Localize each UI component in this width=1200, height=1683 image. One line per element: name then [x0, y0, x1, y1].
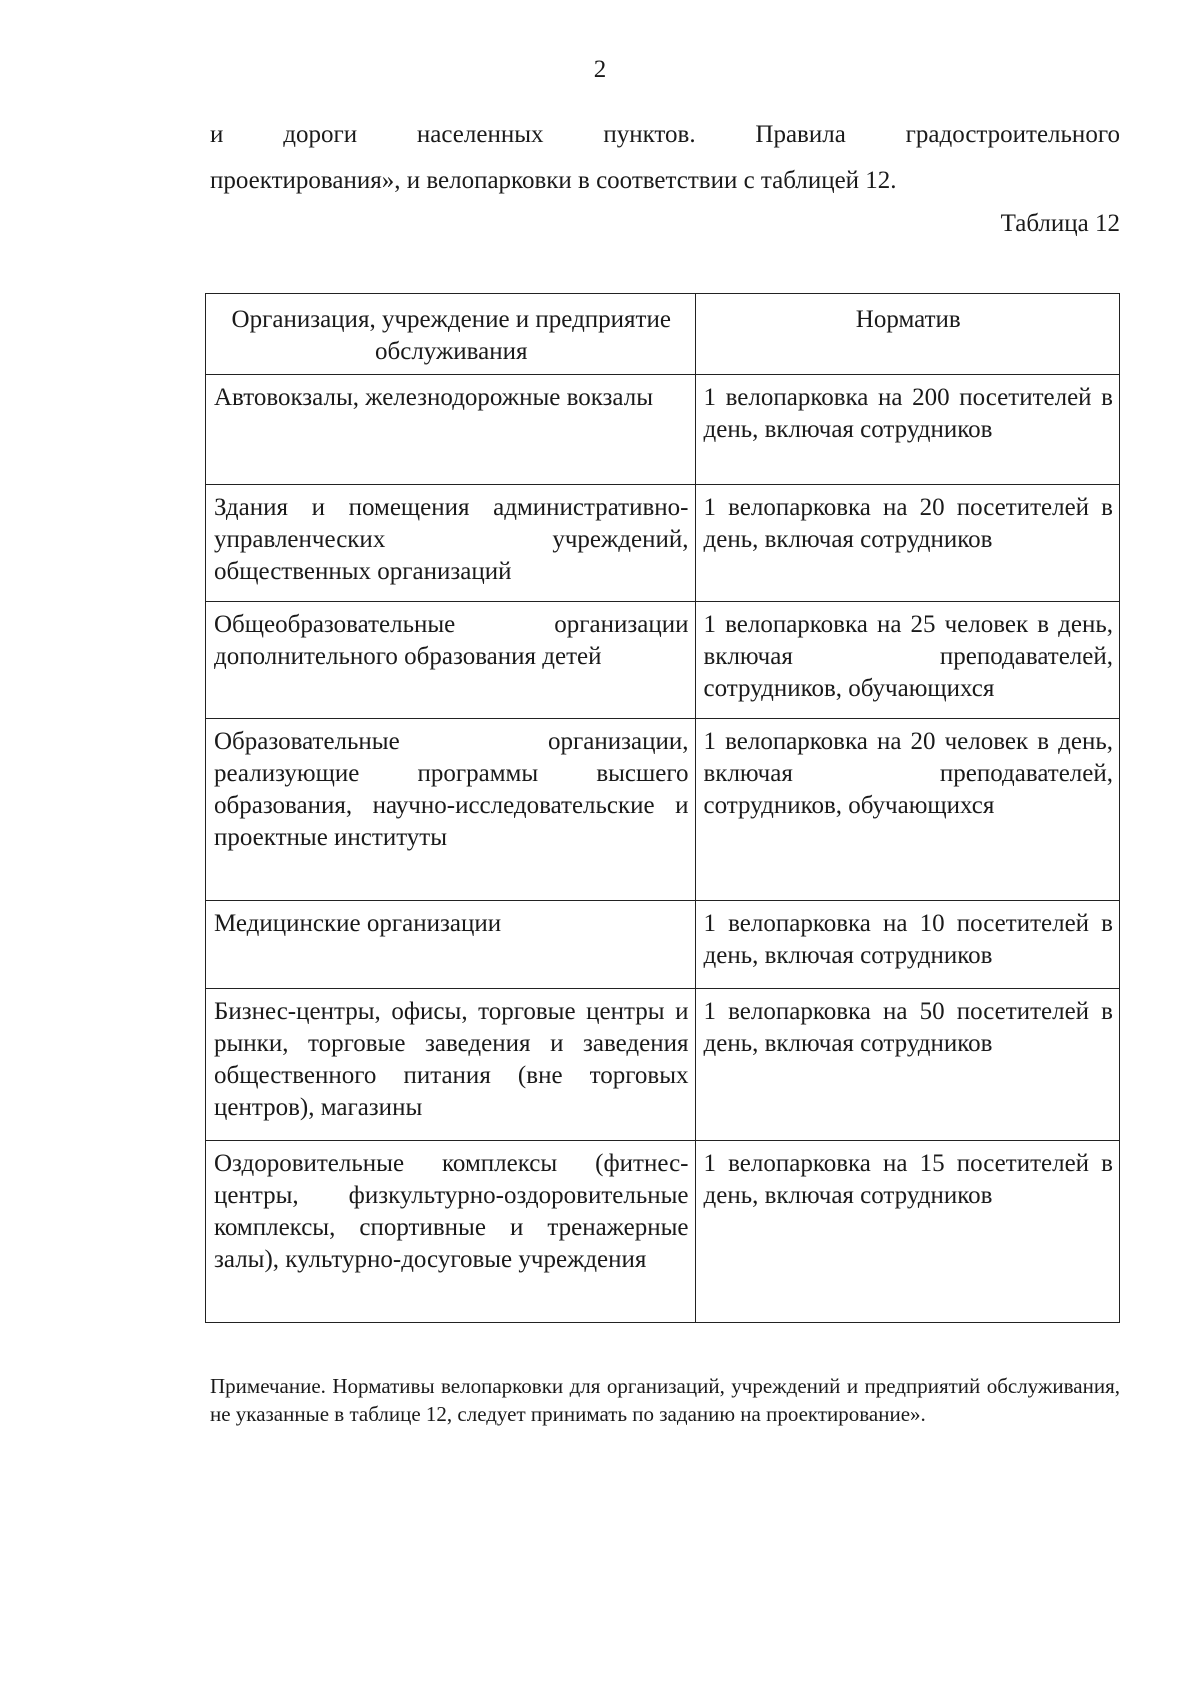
cell-norm: 1 велопарковка на 50 посетителей в день, включая сотрудников [695, 989, 1120, 1141]
table-row [206, 375, 1120, 485]
intro-line-2: проектирования», и велопарковки в соответствии с таблицей 12. [210, 167, 897, 194]
table-row [206, 719, 1120, 901]
page-number: 2 [593, 56, 607, 83]
header-norm: Норматив [695, 294, 1120, 375]
cell-norm: 1 велопарковка на 25 человек в день, включая преподавателей, сотрудников, обучающихся [695, 602, 1120, 719]
cell-norm: 1 велопарковка на 15 посетителей в день, включая сотрудников [695, 1141, 1120, 1323]
table-header-row [206, 294, 1120, 375]
intro-word: Правила [755, 121, 846, 148]
cell-norm: 1 велопарковка на 200 посетителей в день, включая сотрудников [695, 375, 1120, 485]
table-row [206, 901, 1120, 989]
intro-line-1 [210, 112, 1120, 158]
table-row [206, 602, 1120, 719]
cell-organization: Автовокзалы, железнодорожные вокзалы [206, 375, 696, 485]
cell-organization: Бизнес-центры, офисы, торговые центры и рынки, торговые заведения и заведения общественного питания (вне торговых центров), магазины [206, 989, 696, 1141]
intro-word: населенных [416, 121, 544, 148]
intro-word: градостроительного [905, 121, 1120, 148]
table-row [206, 485, 1120, 602]
intro-word: пунктов. [603, 121, 696, 148]
table-note: Примечание. Нормативы велопарковки для организаций, учреждений и предприятий обслуживания, не указанные в таблице 12, следует принимать по заданию на проектирование». [210, 1374, 1120, 1426]
norms-table [205, 293, 1120, 1323]
intro-word: и [210, 121, 224, 148]
table-caption: Таблица 12 [1000, 210, 1120, 237]
cell-norm: 1 велопарковка на 20 посетителей в день, включая сотрудников [695, 485, 1120, 602]
cell-norm: 1 велопарковка на 10 посетителей в день, включая сотрудников [695, 901, 1120, 989]
table-row [206, 989, 1120, 1141]
intro-word: дороги [283, 121, 358, 148]
header-organization: Организация, учреждение и предприятие обслуживания [206, 294, 696, 375]
cell-organization: Медицинские организации [206, 901, 696, 989]
cell-organization: Образовательные организации, реализующие программы высшего образования, научно-исследовательские и проектные институты [206, 719, 696, 901]
cell-organization: Здания и помещения административно-управленческих учреждений, общественных организаций [206, 485, 696, 602]
cell-organization: Оздоровительные комплексы (фитнес-центры, физкультурно-оздоровительные комплексы, спортивные и тренажерные залы), культурно-досуговые учреждения [206, 1141, 696, 1323]
cell-norm: 1 велопарковка на 20 человек в день, включая преподавателей, сотрудников, обучающихся [695, 719, 1120, 901]
table-row [206, 1141, 1120, 1323]
cell-organization: Общеобразовательные организации дополнительного образования детей [206, 602, 696, 719]
